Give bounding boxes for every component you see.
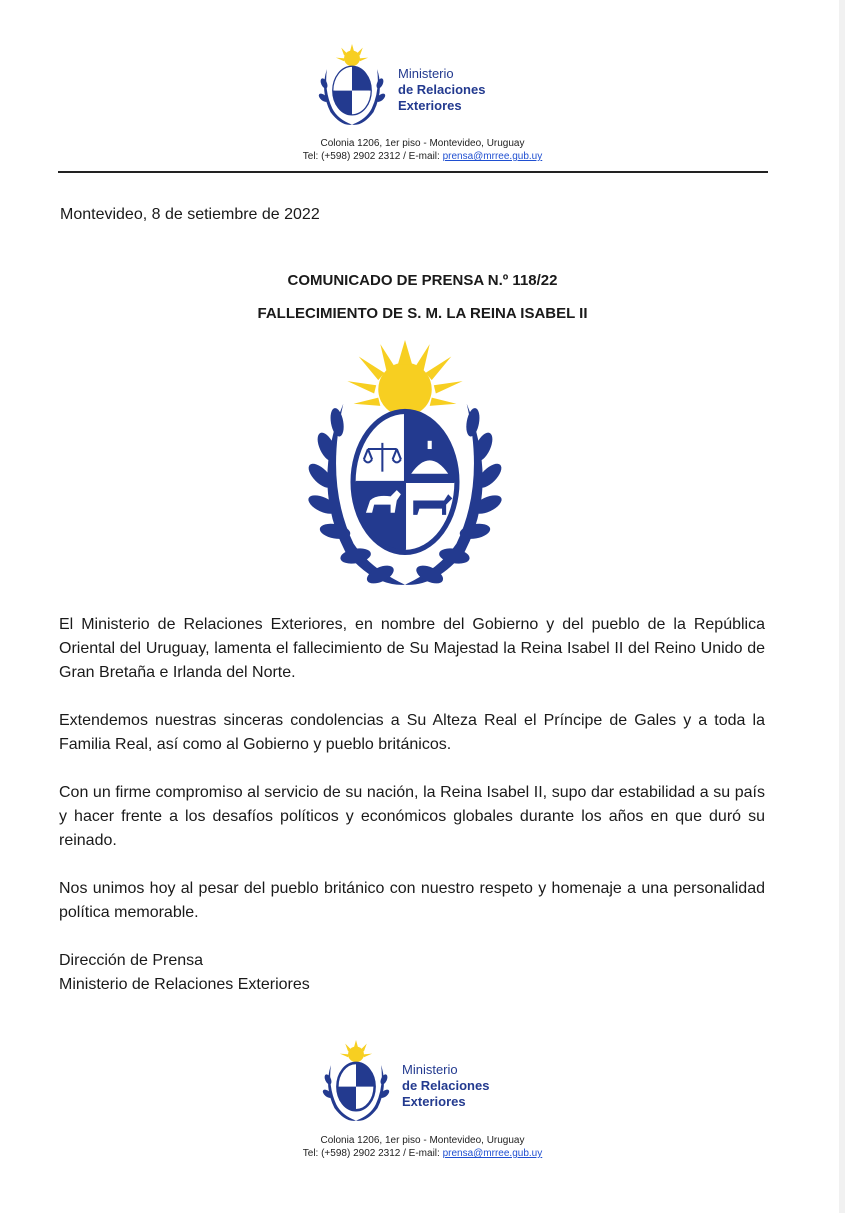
footer-tel-line xyxy=(0,1147,845,1160)
ministry-name xyxy=(402,1062,489,1110)
ministry-name-line3: Exteriores xyxy=(398,98,462,113)
header-contact xyxy=(0,137,845,163)
body-paragraph-4: Nos unimos hoy al pesar del pueblo británico con nuestro respeto y homenaje a una personalidad política memorable. xyxy=(59,880,765,921)
ministry-name-line2: de Relaciones xyxy=(398,82,486,97)
ministry-name-line1: Ministerio xyxy=(402,1062,458,1077)
ministry-name-line1: Ministerio xyxy=(398,66,454,81)
footer-tel: Tel: (+598) 2902 2312 / E-mail: xyxy=(302,1148,443,1159)
signature-ministry: Ministerio de Relaciones Exteriores xyxy=(59,976,310,993)
ministry-name xyxy=(398,66,485,114)
coat-of-arms-icon xyxy=(316,44,388,130)
footer-contact xyxy=(0,1134,845,1160)
footer-address: Colonia 1206, 1er piso - Montevideo, Uruguay xyxy=(320,1135,525,1146)
document-title: COMUNICADO DE PRENSA N.º 118/22 xyxy=(287,272,558,289)
header-email-link[interactable]: prensa@mrree.gub.uy xyxy=(442,151,543,162)
ministry-name-line3: Exteriores xyxy=(402,1094,466,1109)
header-tel: Tel: (+598) 2902 2312 / E-mail: xyxy=(302,151,443,162)
header-divider xyxy=(58,171,768,173)
document-subtitle: FALLECIMIENTO DE S. M. LA REINA ISABEL II xyxy=(257,305,588,322)
header-tel-line xyxy=(0,150,845,163)
document-date: Montevideo, 8 de setiembre de 2022 xyxy=(60,206,320,223)
footer-email-link[interactable]: prensa@mrree.gub.uy xyxy=(442,1148,543,1159)
signature-department: Dirección de Prensa xyxy=(59,952,204,969)
ministry-name-line2: de Relaciones xyxy=(402,1078,490,1093)
coat-of-arms-icon xyxy=(302,340,508,592)
body-paragraph-1: El Ministerio de Relaciones Exteriores, en nombre del Gobierno y del pueblo de la República Oriental del Uruguay, lamenta el fallecimiento de Su Majestad la Reina Isabel II del Reino Unido de Gran Bretaña e Irlanda del Norte. xyxy=(59,616,765,681)
coat-of-arms-icon xyxy=(320,1040,392,1126)
page-edge xyxy=(839,0,845,1213)
body-paragraph-2: Extendemos nuestras sinceras condolencias a Su Alteza Real el Príncipe de Gales y a toda la Familia Real, así como al Gobierno y pueblo británicos. xyxy=(59,712,765,753)
header-address: Colonia 1206, 1er piso - Montevideo, Uruguay xyxy=(320,138,525,149)
body-paragraph-3: Con un firme compromiso al servicio de su nación, la Reina Isabel II, supo dar estabilidad a su país y hacer frente a los desafíos políticos y económicos globales durante los años en que duró su reinado. xyxy=(59,784,765,849)
